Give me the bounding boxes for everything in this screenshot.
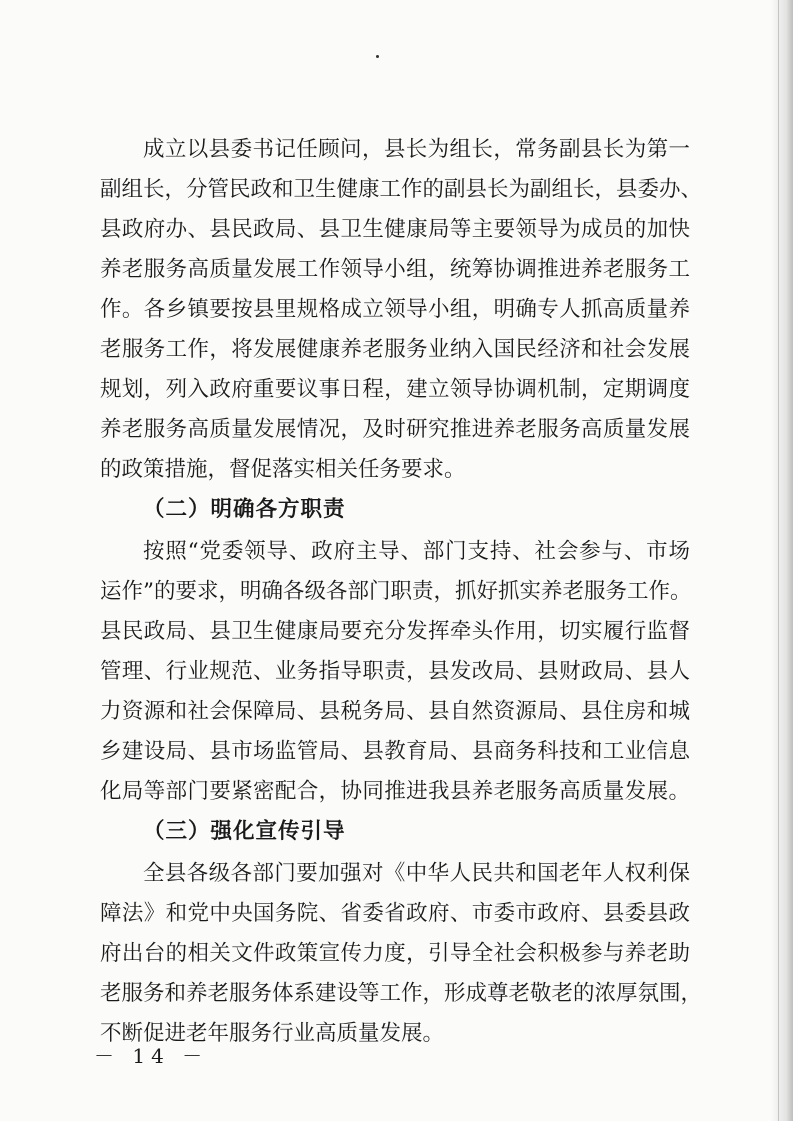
scan-speck <box>376 55 379 58</box>
text-line: 运作”的要求，明确各级各部门职责，抓好抓实养老服务工作。 <box>100 579 692 604</box>
scan-edge-line <box>778 0 779 1121</box>
text-line: 的政策措施，督促落实相关任务要求。 <box>100 457 466 482</box>
text-line: 管理、行业规范、业务指导职责，县发改局、县财政局、县人 <box>100 659 690 684</box>
text-line: 老服务和养老服务体系建设等工作，形成尊老敬老的浓厚氛围， <box>100 981 703 1006</box>
text-line: 作。各乡镇要按县里规格成立领导小组，明确专人抓高质量养 <box>100 297 690 322</box>
text-line: 全县各级各部门要加强对《中华人民共和国老年人权利保 <box>143 861 690 886</box>
scan-edge-shadow <box>771 0 793 1121</box>
text-line: 乡建设局、县市场监管局、县教育局、县商务科技和工业信息 <box>100 739 690 764</box>
section-heading: （二）明确各方职责 <box>143 497 346 522</box>
text-line: 县民政局、县卫生健康局要充分发挥牵头作用，切实履行监督 <box>100 619 690 644</box>
text-line: 养老服务高质量发展工作领导小组，统筹协调推进养老服务工 <box>100 257 690 282</box>
text-line: 不断促进老年服务行业高质量发展。 <box>100 1021 445 1046</box>
text-line: 府出台的相关文件政策宣传力度，引导全社会积极参与养老助 <box>100 941 690 966</box>
text-line: 老服务工作，将发展健康养老服务业纳入国民经济和社会发展 <box>100 337 690 362</box>
page-number: － 14 － <box>94 1044 209 1068</box>
section-heading: （三）强化宣传引导 <box>143 819 346 844</box>
text-line: 按照“党委领导、政府主导、部门支持、社会参与、市场 <box>143 539 690 564</box>
text-line: 化局等部门要紧密配合，协同推进我县养老服务高质量发展。 <box>100 779 690 804</box>
text-line: 力资源和社会保障局、县税务局、县自然资源局、县住房和城 <box>100 699 690 724</box>
text-line: 副组长，分管民政和卫生健康工作的副县长为副组长，县委办、 <box>100 177 703 202</box>
text-line: 县政府办、县民政局、县卫生健康局等主要领导为成员的加快 <box>100 217 690 242</box>
text-line: 障法》和党中央国务院、省委省政府、市委市政府、县委县政 <box>100 901 690 926</box>
text-line: 成立以县委书记任顾问，县长为组长，常务副县长为第一 <box>143 137 690 162</box>
text-line: 养老服务高质量发展情况，及时研究推进养老服务高质量发展 <box>100 417 690 442</box>
text-line: 规划，列入政府重要议事日程，建立领导协调机制，定期调度 <box>100 377 690 402</box>
